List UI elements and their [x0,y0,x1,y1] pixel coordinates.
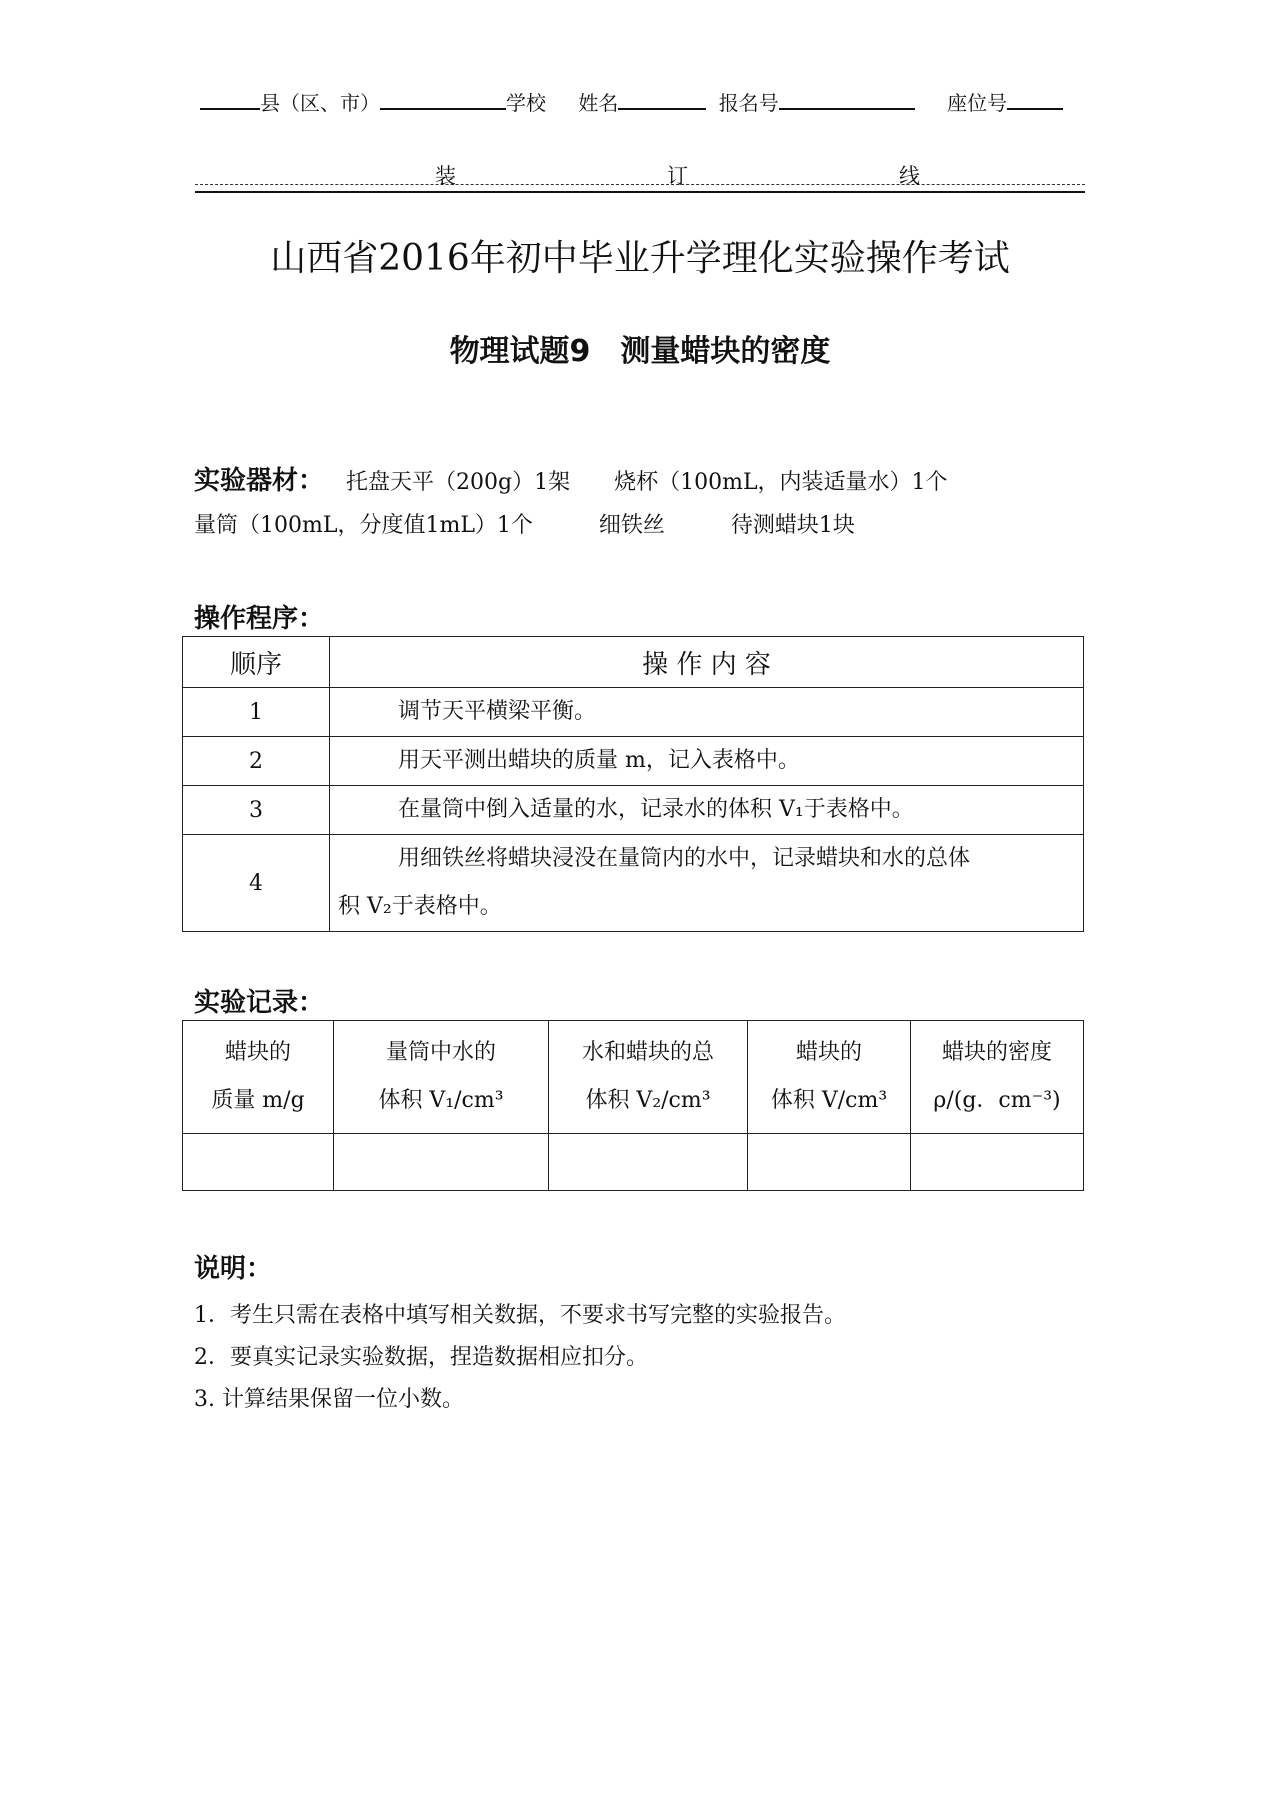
record-col-line2: 体积 V₂/cm³ [585,1088,711,1113]
procedure-header-row [183,637,1084,688]
step-number: 2 [183,737,330,786]
county-label: 县（区、市） [260,91,380,115]
page-subtitle: 物理试题9 测量蜡块的密度 [449,334,831,369]
record-col-line2: 体积 V/cm³ [770,1088,888,1113]
materials-section [194,460,948,497]
county-blank[interactable] [200,86,260,110]
step-text-content: 在量筒中倒入适量的水，记录水的体积 V₁于表格中。 [398,797,914,822]
record-header-row [183,1021,1084,1134]
wax-volume-input-cell[interactable] [748,1134,911,1191]
record-col-line1: 水和蜡块的总 [581,1040,714,1065]
step-number: 4 [183,835,330,932]
record-col-density [911,1021,1084,1134]
procedure-col-content: 操 作 内 容 [330,637,1084,688]
note-item: 3. 计算结果保留一位小数。 [194,1387,464,1412]
step-text-content: 用天平测出蜡块的质量 m，记入表格中。 [398,748,800,773]
procedure-col-seq: 顺序 [183,637,330,688]
record-col-mass [183,1021,334,1134]
page-title: 山西省2016年初中毕业升学理化实验操作考试 [270,238,1010,279]
record-col-total-volume [549,1021,748,1134]
seat-label: 座位号 [947,91,1008,115]
school-blank[interactable] [380,86,506,110]
binding-char-3: 线 [899,164,920,188]
record-col-line1: 蜡块的 [224,1040,291,1065]
record-col-wax-volume [748,1021,911,1134]
name-label: 姓名 [578,91,619,115]
record-col-line1: 量筒中水的 [385,1040,496,1065]
binding-solid-rule [195,191,1085,193]
materials-line-1: 托盘天平（200g）1架 烧杯（100mL，内装适量水）1个 [346,470,948,495]
step-text-continued: 积 V₂于表格中。 [338,894,502,919]
note-item: 1．考生只需在表格中填写相关数据，不要求书写完整的实验报告。 [194,1303,846,1328]
step-text [330,835,1084,932]
step-text [330,737,1084,786]
seat-blank[interactable] [1007,86,1063,110]
binding-char-2: 订 [667,164,688,188]
table-row [183,737,1084,786]
mass-input-cell[interactable] [183,1134,334,1191]
total-volume-input-cell[interactable] [549,1134,748,1191]
table-row [183,688,1084,737]
table-row [183,786,1084,835]
materials-line-2: 量筒（100mL，分度值1mL）1个 细铁丝 待测蜡块1块 [194,513,855,538]
step-number: 1 [183,688,330,737]
water-volume-input-cell[interactable] [334,1134,549,1191]
step-text [330,688,1084,737]
procedure-table [182,636,1084,932]
step-text [330,786,1084,835]
registration-blank[interactable] [779,86,915,110]
notes-heading: 说明： [194,1254,273,1284]
procedure-heading: 操作程序： [194,604,325,634]
name-blank[interactable] [618,86,706,110]
registration-label: 报名号 [718,91,779,115]
record-heading: 实验记录： [194,988,325,1018]
materials-heading: 实验器材： [194,466,325,496]
record-table [182,1020,1084,1191]
record-col-line1: 蜡块的 [795,1040,862,1065]
school-label: 学校 [506,91,546,115]
binding-dashed-rule [195,184,1085,185]
step-number: 3 [183,786,330,835]
record-col-line2: 质量 m/g [211,1088,305,1113]
note-item: 2．要真实记录实验数据，捏造数据相应扣分。 [194,1345,648,1370]
step-text-content: 用细铁丝将蜡块浸没在量筒内的水中，记录蜡块和水的总体 [398,846,971,871]
record-col-line1: 蜡块的密度 [941,1040,1052,1065]
record-col-line2: 体积 V₁/cm³ [378,1088,504,1113]
step-text-content: 调节天平横梁平衡。 [398,699,597,724]
record-col-water-volume [334,1021,549,1134]
binding-char-1: 装 [435,164,456,188]
candidate-info-line [200,86,1100,116]
record-col-line2: ρ/(g．cm⁻³) [933,1088,1061,1113]
density-input-cell[interactable] [911,1134,1084,1191]
table-row [183,835,1084,932]
table-row [183,1134,1084,1191]
binding-line [195,160,1085,188]
